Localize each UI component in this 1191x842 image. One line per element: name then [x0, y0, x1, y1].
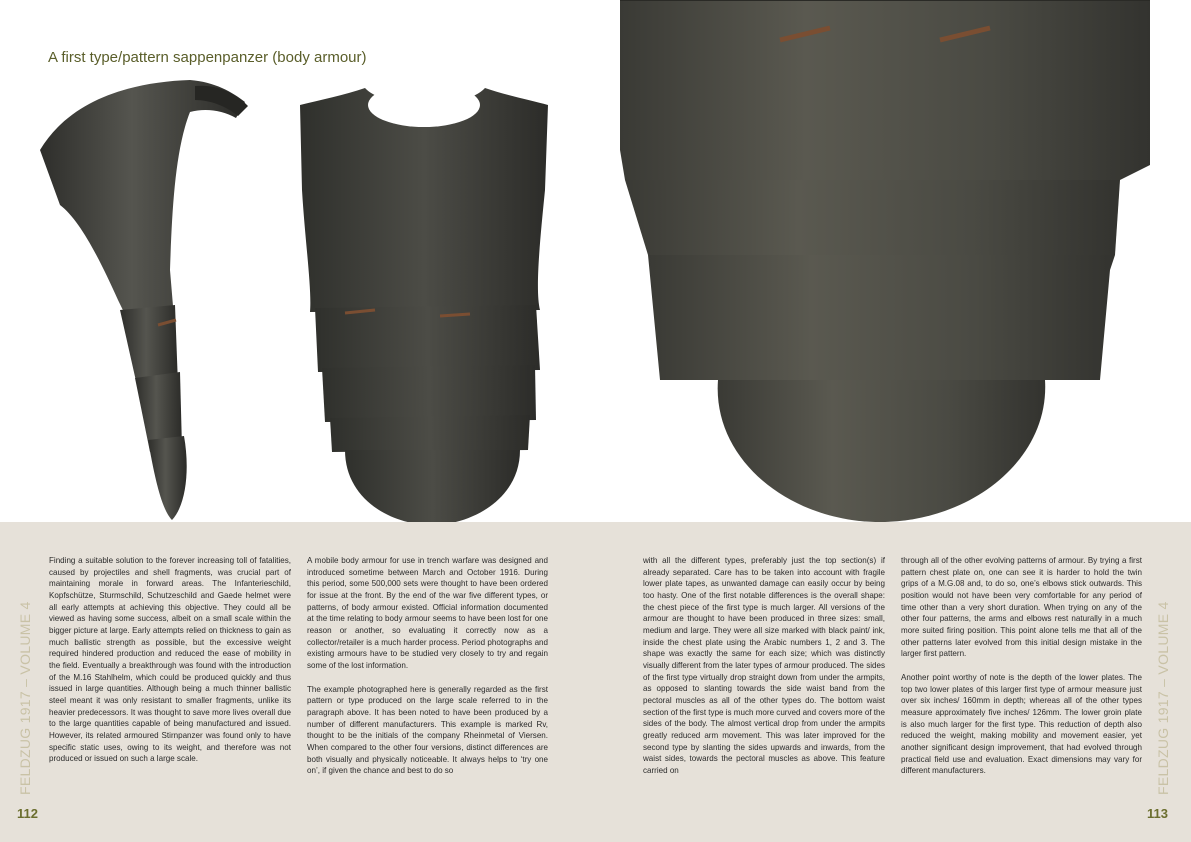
- body-text-column-2: [307, 555, 548, 789]
- paragraph: Another point worthy of note is the depth of the lower plates. The top two lower plates of this larger first type of armour measure just over six inches/ 160mm in depth; whereas all of the other types measure approximately five inches/ 126mm. The lower groin plate is also much larger for the first type. This reduction of depth also reduced the weight, making mobility and movement easier, yet another significant design improvement, that had evolved through practical field use and evaluation. Exact dimensions may vary for different manufacturers.: [901, 672, 1142, 776]
- front-view-armour-image: [300, 83, 548, 522]
- running-side-label-right: FELDZUG 1917 – VOLUME 4: [1155, 601, 1171, 795]
- running-side-label-left: FELDZUG 1917 – VOLUME 4: [17, 601, 33, 795]
- paragraph: A mobile body armour for use in trench warfare was designed and introduced sometime between March and October 1916. During this period, some 500,000 sets were thought to have been ordered for issue at the front. By the end of the war five different types, or patterns, of body armour existed. Official information documented at the time relating to body armour seems to have been lost for one reason or another, so evaluating it correctly now as a collector/retailer is a much harder process. Period photographs and existing armours have to be studied very closely to try and regain some of the lost information.: [307, 556, 548, 670]
- lower-plates-closeup-image: [620, 0, 1150, 522]
- side-view-armour-image: [40, 80, 248, 520]
- body-text-column-4: [901, 555, 1142, 789]
- paragraph: through all of the other evolving patterns of armour. By trying a first pattern chest plate on, one can see it is harder to hold the twin grips of a M.G.08 and, to do so, one’s elbows stick outwards. This position would not have been very comfortable for any period of time other than a very short duration. When trying on any of the other four patterns, the arms and elbows rest naturally in a much more suited firing position. This point alone tells me that all of the other patterns later evolved from this initial design mistake in the larger first pattern.: [901, 556, 1142, 659]
- body-text-column-1: [49, 555, 291, 777]
- page-number-right: 113: [1147, 806, 1168, 821]
- body-text-column-3: [643, 555, 885, 788]
- paragraph: The example photographed here is generally regarded as the first pattern or type produced on the large scale referred to in the paragraph above. It has been noted to have been produced by a number of different manufacturers. This example is marked Rv, thought to be the initials of the company Rheinmetal of Viersen. When compared to the other four versions, distinct differences are both visually and physically noticeable. It always helps to ‘try one on’, if given the chance and best to do so: [307, 684, 548, 776]
- page-number-left: 112: [17, 806, 38, 821]
- paragraph: with all the different types, preferably just the top section(s) if already separated. Care has to be taken into account with fragile lower plate tapes, as unwanted damage can easily occur by being too hasty. One of the first notable differences is the overall shape: the chest piece of the first type is much larger. All versions of the armour are thought to have been produced in three sizes: small, medium and large. They were all size marked with black paint/ ink, inside the chest plate using the Arabic numbers 1, 2 and 3. The shape was exactly the same for each size; which was distinctly visually different from the later types of armour produced. The sides of the first type virtually drop straight down from under the armpits, as opposed to slanting towards the side waist band from the pectoral muscles as all of the other types do. The bottom waist section of the first type is much more curved and covers more of the sides of the body. The almost vertical drop from under the armpits greatly reduced arm movement. This was later improved for the second type by slanting the sides upwards and inwards, from the waist sides, towards the pectoral muscles as above. This feature carried on: [643, 556, 885, 775]
- paragraph: Finding a suitable solution to the forever increasing toll of fatalities, caused by projectiles and shell fragments, was crucial part of maintaining morale in forward areas. The Infanterieschild, Kopfschütze, Sturmschild, Schutzeschild and Gaede helmet were all early attempts at achieving this objective. They could all be viewed as having some success, albeit on a small scale within the bigger picture at large. Early attempts relied on thickness to gain as much ballistic strength as possible, but the excessive weight required hindered production and reduced the ease of mobility in the field. Eventually a breakthrough was found with the introduction of the M.16 Stahlhelm, which could be produced quickly and thus issued in large quantities. Although being a much thinner ballistic steel meant it was only resistant to smaller fragments, unlike its heavier predecessors. It was thought to save more lives overall due to the large quantities capable of being manufactured and issued. However, its related armoured Stirnpanzer was found only to have specific static uses, owing to its weight, and therefore was not produced or issued on such a large scale.: [49, 556, 291, 764]
- section-title: A first type/pattern sappenpanzer (body armour): [48, 49, 367, 66]
